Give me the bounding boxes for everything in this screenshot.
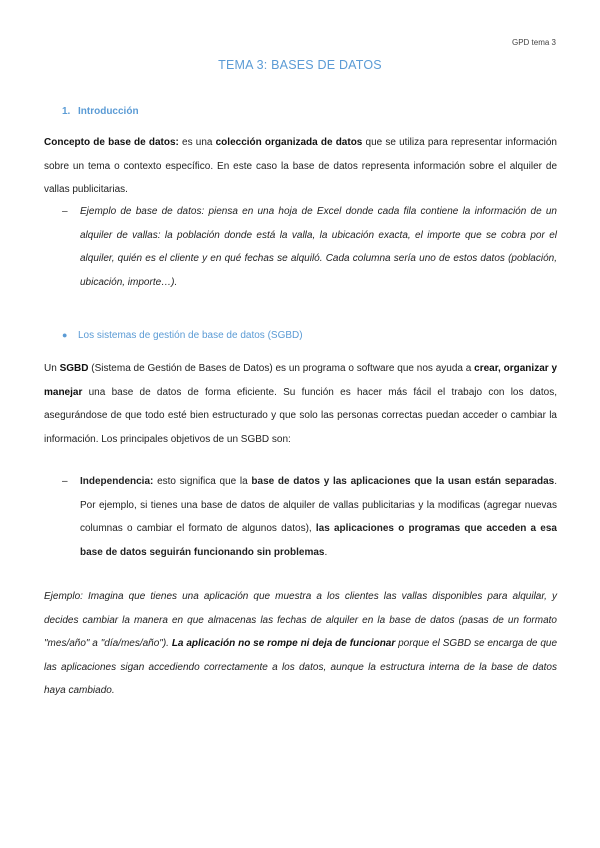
sgbd-bold-1: SGBD (59, 363, 89, 374)
sgbd-paragraph (44, 357, 557, 451)
bullet-icon: ● (62, 330, 68, 340)
sgbd-text-1: Un (44, 363, 60, 374)
example-list-item (62, 200, 557, 294)
independence-term: Independencia: (80, 476, 154, 487)
example-text: Ejemplo de base de datos: piensa en una hoja de Excel donde cada fila contiene la información de un alquiler de vallas: la población donde está la valla, la ubicación exacta, el importe que se cobra por el alquiler, quién es el cliente y en qué fechas se alquiló. Cada columna sería uno de estos datos (población, ubicación, importe…). (80, 206, 557, 288)
running-header: GPD tema 3 (511, 38, 556, 47)
independence-text (80, 470, 557, 564)
concept-text-1: es una (178, 137, 216, 148)
example2-text-1: Ejemplo: Imagina que tienes una aplicación que muestra a los clientes las vallas disponibles para alquilar, y decides cambiar la manera en que almacenas las fechas de alquiler en la base de datos (pasas de un formato "mes/año" a "día/mes/año"). (44, 591, 557, 649)
independence-text-3: . (324, 546, 328, 558)
independence-bold-1: base de datos y las aplicaciones que la usan están separadas (251, 476, 555, 487)
independence-text-1: esto significa que la (153, 476, 252, 487)
example2-paragraph (44, 585, 557, 703)
independence-list-item (62, 470, 557, 564)
section-heading-text: Los sistemas de gestión de base de datos (SGBD) (78, 330, 303, 341)
independence-bold-2: las aplicaciones o programas que acceden a esa base de datos seguirán funcionando sin problemas (80, 523, 557, 558)
section-heading-introduccion (62, 106, 139, 117)
dash-marker: – (62, 476, 68, 487)
example2-text-2: porque el SGBD se encarga de que las aplicaciones sigan accediendo correctamente a los datos, aunque la estructura interna de la base de datos haya cambiado. (44, 638, 558, 696)
sgbd-bold-2: crear, organizar y manejar (44, 363, 558, 398)
section-heading-text: Introducción (78, 106, 139, 117)
sgbd-text-3: una base de datos de forma eficiente. Su función es hacer más fácil el trabajo con los datos, asegurándose de que todo esté bien estructurado y que solo las personas correctas puedan acceder o cambiar la información. Los principales objetivos de un SGBD son: (44, 386, 557, 445)
page-title: TEMA 3: BASES DE DATOS (218, 58, 382, 72)
section-heading-sgbd (62, 330, 303, 341)
example2-bold-1: La aplicación no se rompe ni deja de funcionar (171, 638, 396, 649)
concept-term: Concepto de base de datos: (44, 137, 179, 148)
concept-text-2: que se utiliza para representar información sobre un tema o contexto específico. En este caso la base de datos representa información sobre el alquiler de vallas publicitarias. (44, 137, 557, 195)
independence-text-2: . Por ejemplo, si tienes una base de datos de alquiler de vallas publicitarias y la modificas (agregar nuevas columnas o cambiar el formato de algunos datos), (80, 476, 558, 534)
section-number: 1. (62, 106, 71, 117)
sgbd-text-2: (Sistema de Gestión de Bases de Datos) es un programa o software que nos ayuda a (88, 363, 475, 374)
dash-marker: – (62, 206, 68, 217)
concept-bold-1: colección organizada de datos (215, 137, 363, 148)
concept-paragraph (44, 131, 557, 202)
